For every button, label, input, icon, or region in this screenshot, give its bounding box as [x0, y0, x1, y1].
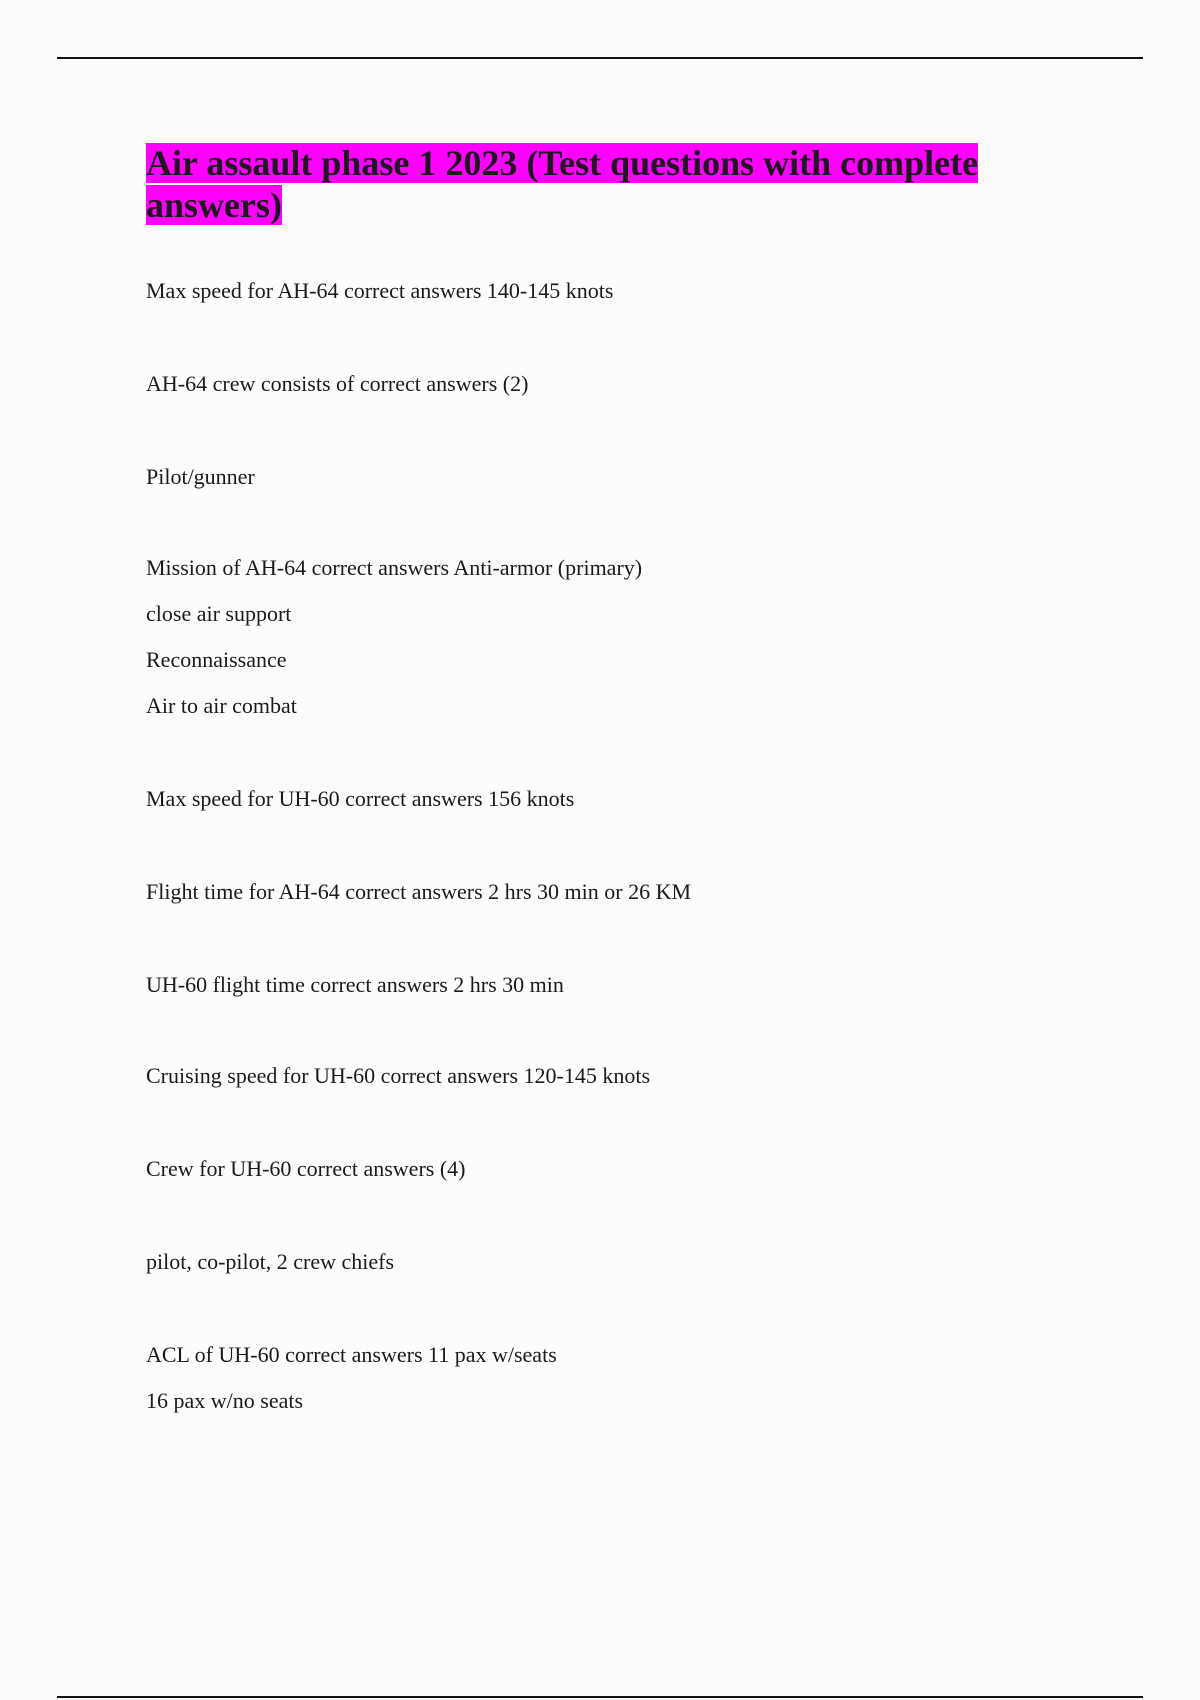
qa-line: pilot, co-pilot, 2 crew chiefs [146, 1249, 395, 1274]
highlighted-title-text: Air assault phase 1 2023 (Test questions with complete answers) [146, 143, 979, 225]
qa-line: Air to air combat [146, 693, 297, 718]
qa-line: Pilot/gunner [146, 464, 255, 489]
qa-line: Mission of AH-64 correct answers Anti-armor (primary) [146, 555, 643, 580]
qa-line: Max speed for UH-60 correct answers 156 knots [146, 786, 575, 811]
top-rule [57, 57, 1143, 59]
qa-line: AH-64 crew consists of correct answers (2) [146, 371, 529, 396]
qa-line: Max speed for AH-64 correct answers 140-145 knots [146, 278, 614, 303]
qa-line: Reconnaissance [146, 647, 287, 672]
bottom-rule [57, 1696, 1143, 1698]
qa-line: Flight time for AH-64 correct answers 2 hrs 30 min or 26 KM [146, 879, 692, 904]
qa-line: ACL of UH-60 correct answers 11 pax w/seats [146, 1342, 557, 1367]
document-title [146, 142, 1046, 226]
qa-line: Cruising speed for UH-60 correct answers 120-145 knots [146, 1063, 651, 1088]
qa-line: 16 pax w/no seats [146, 1388, 304, 1413]
qa-line: close air support [146, 601, 292, 626]
qa-line: Crew for UH-60 correct answers (4) [146, 1156, 466, 1181]
qa-line: UH-60 flight time correct answers 2 hrs 30 min [146, 972, 564, 997]
page-content [146, 142, 1046, 1413]
